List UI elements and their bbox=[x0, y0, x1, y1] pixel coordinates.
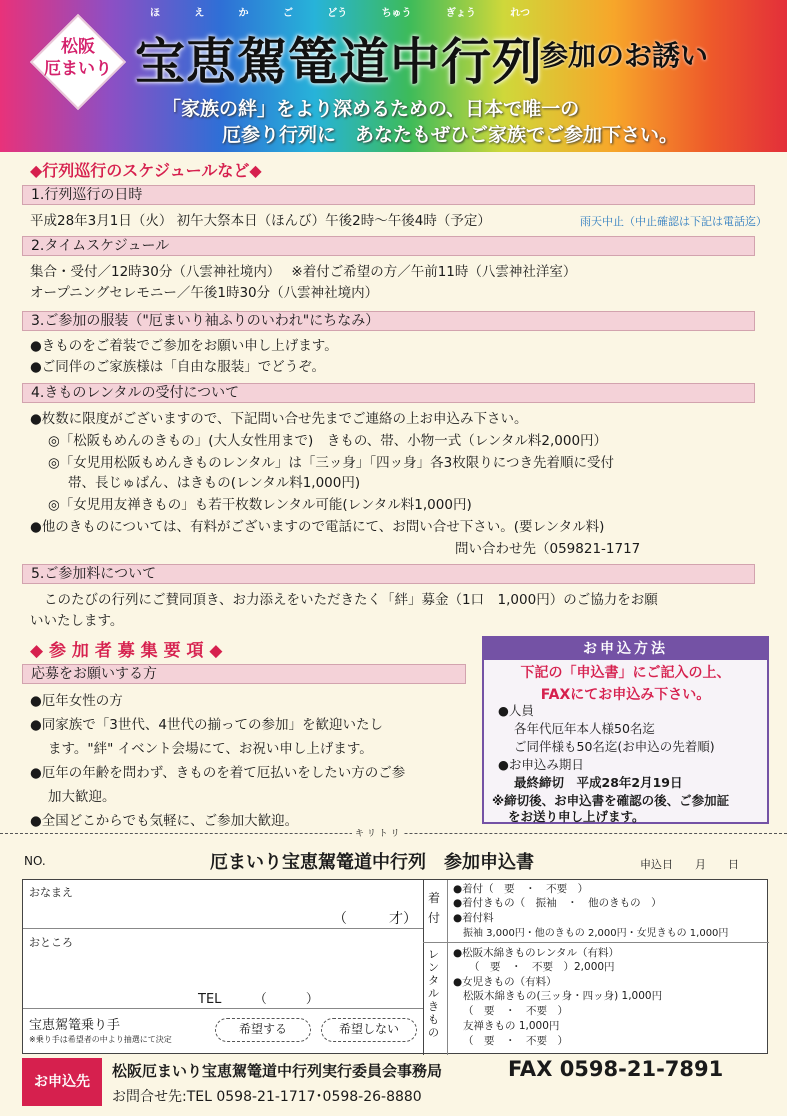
s4-line-5: ◎「女児用友禅きもの」も若干枚数レンタル可能(レンタル料1,000円) bbox=[48, 497, 472, 513]
s4-line-4: 帯、長じゅばん、はきもの(レンタル料1,000円) bbox=[68, 475, 361, 491]
rental-4: 松阪木綿きもの(三ッ身・四ッ身) 1,000円 bbox=[463, 990, 663, 1002]
rental-7[interactable]: （ 要 ・ 不要 ） bbox=[463, 1035, 568, 1047]
apply-red-2: FAXにてお申込み下さい。 bbox=[540, 687, 711, 703]
s4-contact: 問い合わせ先（059821-1717 bbox=[455, 541, 641, 557]
s2-line-2: オープニングセレモニー／午後1時30分（八雲神社境内） bbox=[30, 285, 379, 301]
apply-deadline: 最終締切 平成28年2月19日 bbox=[514, 775, 683, 790]
s3-line-1: ●きものをご着装でご参加をお願い申し上げます。 bbox=[30, 338, 338, 354]
age-field[interactable]: （ 才） bbox=[333, 911, 417, 927]
kitsuke-1[interactable]: ●着付（ 要 ・ 不要 ） bbox=[453, 883, 589, 895]
s5-line-1: このたびの行列にご賛同頂き、お力添えをいただきたく「絆」募金（1口 1,000円）のご協力をお願 bbox=[44, 592, 658, 608]
recruit-line-4: ●厄年の年齢を問わず、きものを着て厄払いをしたい方のご参 bbox=[30, 765, 406, 781]
s5-line-2: いいたします。 bbox=[30, 613, 124, 629]
ruby-text: ご bbox=[282, 8, 293, 19]
ruby-text: れつ bbox=[510, 8, 530, 19]
form-no: NO. bbox=[24, 854, 46, 868]
section-2-bar: 2.タイムスケジュール bbox=[22, 236, 755, 256]
organizer: 松阪厄まいり宝恵駕篭道中行列実行委員会事務局 bbox=[112, 1062, 443, 1080]
ruby-text: ちゅう bbox=[381, 8, 412, 19]
form-title: 厄まいり宝恵駕篭道中行列 参加申込書 bbox=[210, 852, 534, 873]
rental-label: レンタルきもの bbox=[428, 948, 439, 1039]
s4-line-6: ●他のきものについては、有料がございますので電話にて、お問い合せ下さい。(要レンタル料) bbox=[30, 519, 605, 535]
apply-p4: ●お申込み期日 bbox=[498, 757, 584, 772]
address-input[interactable] bbox=[93, 932, 418, 982]
kitsuke-2[interactable]: ●着付きもの（ 振袖 ・ 他のきもの ） bbox=[453, 897, 662, 909]
address-label: おところ bbox=[29, 936, 73, 949]
recruit-bar: 応募をお願いする方 bbox=[22, 664, 466, 684]
main-subtitle: 参加のお誘い bbox=[540, 39, 709, 72]
apply-to-label: お申込先 bbox=[22, 1058, 102, 1106]
rental-2[interactable]: （ 要 ・ 不要 ）2,000円 bbox=[469, 961, 615, 973]
application-form bbox=[22, 879, 768, 1054]
apply-p6: ※締切後、お申込書を確認の後、ご参加証 bbox=[492, 793, 730, 808]
recruit-line-2: ●同家族で「3世代、4世代の揃っての参加」を歓迎いたし bbox=[30, 717, 383, 733]
form-date: 申込日 月 日 bbox=[640, 858, 739, 871]
rental-3: ●女児きもの（有料） bbox=[453, 976, 557, 988]
s4-line-3: ◎「女児用松阪もめんきものレンタル」は「三ッ身」「四ッ身」各3枚限りにつき先着順に受付 bbox=[48, 455, 614, 471]
s4-line-2: ◎「松阪もめんのきもの」(大人女性用まで) きもの、帯、小物一式（レンタル料2,000円） bbox=[48, 433, 608, 449]
rental-1: ●松阪木綿きものレンタル（有料） bbox=[453, 947, 619, 959]
header-banner bbox=[0, 0, 787, 152]
no-rider-option[interactable]: 希望しない bbox=[321, 1018, 417, 1042]
rider-label: 宝恵駕篭乗り手 bbox=[29, 1018, 121, 1033]
recruit-line-5: 加大歓迎。 bbox=[48, 789, 116, 805]
rider-note: ※乗り手は希望者の中より抽選にて決定 bbox=[29, 1035, 172, 1044]
ruby-text: どう bbox=[327, 8, 348, 19]
application-method-title: お申込方法 bbox=[484, 638, 767, 660]
kitsuke-4: 振袖 3,000円・他のきもの 2,000円・女児きもの 1,000円 bbox=[463, 928, 729, 939]
ruby-text: ぎょう bbox=[445, 8, 476, 19]
badge-line-1: 松阪 bbox=[61, 37, 95, 57]
apply-red-1: 下記の「申込書」にご記入の上、 bbox=[520, 665, 731, 681]
event-badge bbox=[30, 14, 126, 110]
contact-tel: お問合せ先:TEL 0598-21-1717･0598-26-8880 bbox=[112, 1089, 422, 1105]
kiritori-label: キ リ ト リ bbox=[352, 826, 403, 839]
name-label: おなまえ bbox=[29, 886, 73, 899]
recruit-heading: ◆ 参 加 者 募 集 要 項 ◆ bbox=[30, 641, 223, 661]
apply-p2: 各年代厄年本人様50名迄 bbox=[514, 721, 655, 736]
ruby-text: え bbox=[194, 8, 205, 19]
title-ruby bbox=[150, 4, 530, 19]
intro-line-1: 「家族の絆」をより深めるための、日本で唯一の bbox=[162, 98, 580, 120]
ruby-text: か bbox=[238, 8, 249, 19]
s3-line-2: ●ご同伴のご家族様は「自由な服装」でどうぞ。 bbox=[30, 359, 326, 375]
apply-p7: をお送り申し上げます。 bbox=[508, 809, 645, 824]
want-rider-option[interactable]: 希望する bbox=[215, 1018, 311, 1042]
ruby-text: ほ bbox=[150, 8, 160, 19]
recruit-line-3: ます。"絆" イベント会場にて、お祝い申し上げます。 bbox=[48, 741, 373, 757]
main-title: 宝恵駕篭道中行列 bbox=[135, 32, 543, 91]
section-1-bar: 1.行列巡行の日時 bbox=[22, 185, 755, 205]
intro-line-2: 厄参り行列に あなたもぜひご家族でご参加下さい。 bbox=[222, 124, 679, 146]
recruit-line-6: ●全国どこからでも気軽に、ご参加大歓迎。 bbox=[30, 813, 299, 829]
s2-line-1: 集合・受付／12時30分（八雲神社境内） ※着付ご希望の方／午前11時（八雲神社洋室） bbox=[30, 264, 577, 280]
recruit-line-1: ●厄年女性の方 bbox=[30, 693, 123, 709]
kitsuke-3: ●着付料 bbox=[453, 912, 494, 924]
apply-p3: ご同伴様も50名迄(お申込の先着順) bbox=[514, 739, 715, 754]
fax-number: FAX 0598-21-7891 bbox=[508, 1057, 724, 1081]
section-3-bar: 3.ご参加の服装（"厄まいり袖ふりのいわれ"にちなみ） bbox=[22, 311, 755, 331]
rental-5[interactable]: （ 要 ・ 不要 ） bbox=[463, 1005, 568, 1017]
section-4-bar: 4.きものレンタルの受付について bbox=[22, 383, 755, 403]
apply-p1: ●人員 bbox=[498, 703, 534, 718]
kitsuke-label: 着付 bbox=[428, 891, 441, 925]
application-method-box bbox=[482, 636, 769, 824]
schedule-heading: ◆行列巡行のスケジュールなど◆ bbox=[30, 161, 262, 180]
s1-note: 雨天中止（中止確認は下記は電話迄） bbox=[580, 215, 767, 228]
rental-6: 友禅きもの 1,000円 bbox=[463, 1020, 560, 1032]
section-5-bar: 5.ご参加料について bbox=[22, 564, 755, 584]
tel-field[interactable]: TEL （ ） bbox=[198, 992, 319, 1007]
s4-line-1: ●枚数に限度がございますので、下記問い合せ先までご連絡の上お申込み下さい。 bbox=[30, 411, 528, 427]
s1-text: 平成28年3月1日（火） 初午大祭本日（ほんび）午後2時〜午後4時（予定） bbox=[30, 213, 491, 229]
badge-line-2: 厄まいり bbox=[44, 59, 112, 79]
